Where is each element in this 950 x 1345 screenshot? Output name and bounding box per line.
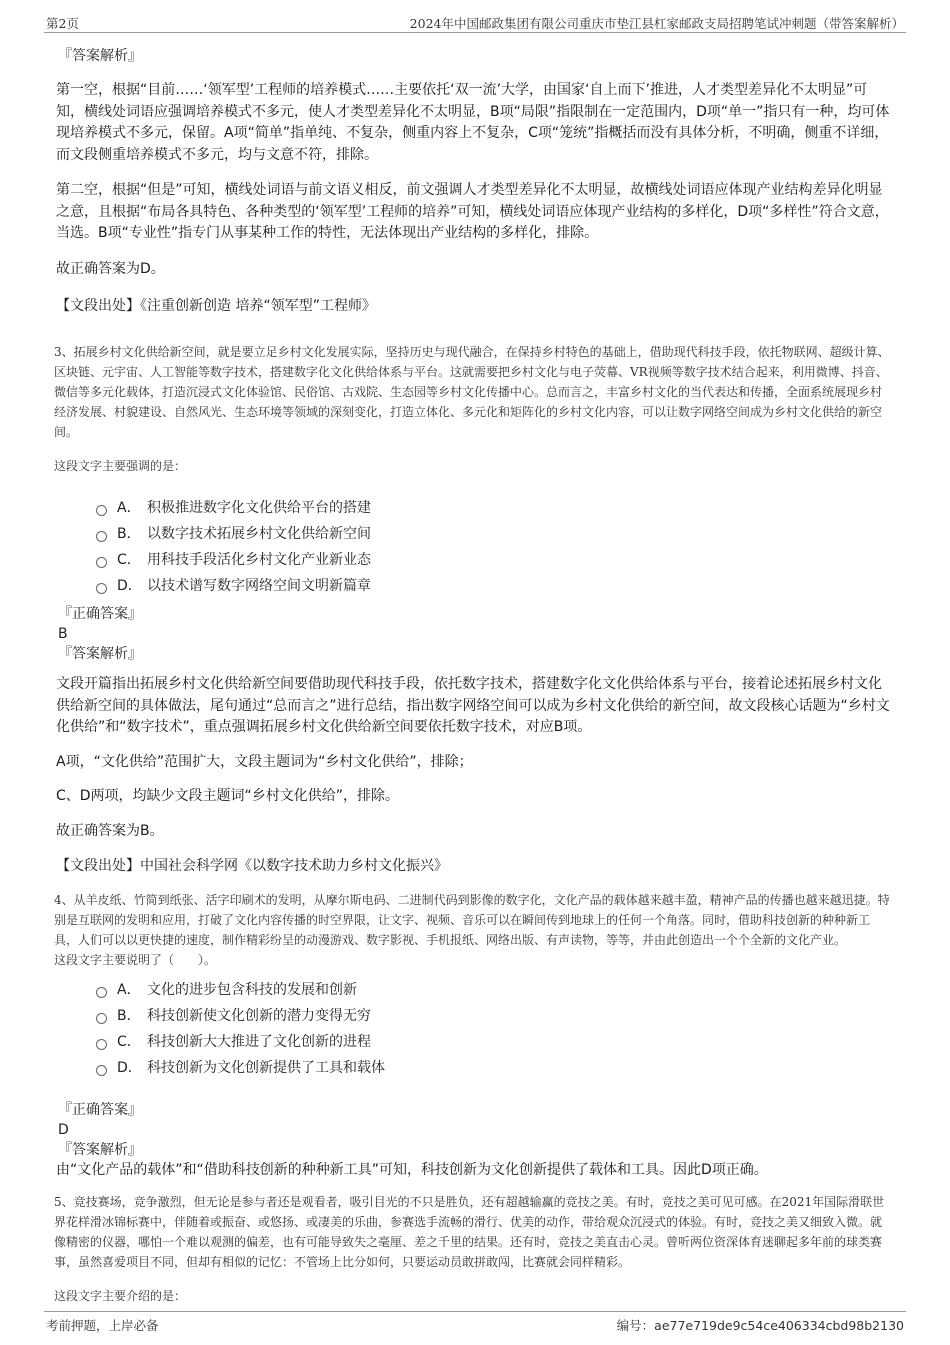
radio-icon[interactable] [96, 531, 107, 542]
option-letter: A． [117, 500, 141, 516]
option-letter: D． [117, 578, 142, 594]
option-text: 科技创新大大推进了文化创新的进程 [147, 1034, 371, 1050]
question-prompt: 这段文字主要强调的是： [54, 459, 187, 473]
option-text: 以技术谱写数字网络空间文明新篇章 [147, 578, 371, 594]
correct-answer: B [58, 626, 68, 642]
radio-icon[interactable] [96, 987, 107, 998]
option-letter: C． [117, 552, 141, 568]
correct-answer: D [58, 1122, 69, 1138]
radio-icon[interactable] [96, 1065, 107, 1076]
analysis-paragraph: C、D两项，均缺少文段主题词“乡村文化供给”，排除。 [56, 788, 400, 804]
options-list [96, 494, 892, 598]
option-text: 文化的进步包含科技的发展和创新 [147, 982, 357, 998]
document-title: 2024年中国邮政集团有限公司重庆市垫江县杠家邮政支局招聘笔试冲刺题（带答案解析） [409, 16, 904, 31]
page-content [56, 44, 892, 1306]
analysis-paragraph: 第一空，根据“目前……‘领军型’工程师的培养模式……主要依托‘双一流’大学，由国家‘自上而下’推进，人才类型差异化不太明显”可知，横线处词语应强调培养模式不多元，使人才类型差异化不太明显，B项“局限”指限制在一定范围内，D项“单一”指只有一种，均可体现培养模式不多元，保留。A项“简单”指单纯、不复杂，侧重内容上不复杂，C项“笼统”指概括而没有具体分析，不明确，侧重不详细，而文段侧重培养模式不多元，均与文意不符，排除。 [56, 82, 890, 163]
question-4 [54, 890, 892, 970]
analysis-label: 『答案解析』 [58, 1142, 142, 1158]
option-letter: C． [117, 1034, 141, 1050]
page-footer [44, 1311, 906, 1336]
code-label: 编号： [616, 1318, 655, 1333]
analysis-label: 『答案解析』 [58, 48, 142, 64]
question-5 [54, 1192, 892, 1306]
option-letter: D． [117, 1060, 142, 1076]
analysis-paragraph: 第二空，根据“但是”可知，横线处词语与前文语义相反，前文强调人才类型差异化不太明显，故横线处词语应体现产业结构差异化明显之意，且根据“布局各具特色、各种类型的‘领军型’工程师的培养”可知，横线处词语应体现产业结构的多样化，D项“多样性”符合文意，当选。B项“专业性”指专门从事某种工作的特性，无法体现出产业结构的多样化，排除。 [56, 182, 889, 241]
radio-icon[interactable] [96, 1013, 107, 1024]
question-prompt: 这段文字主要说明了（ ）。 [54, 953, 217, 967]
option-text: 科技创新使文化创新的潜力变得无穷 [147, 1008, 371, 1024]
analysis-label: 『答案解析』 [58, 646, 142, 662]
question-stem: 3、拓展乡村文化供给新空间，就是要立足乡村文化发展实际，坚持历史与现代融合，在保持乡村特色的基础上，借助现代科技手段，依托物联网、超级计算、区块链、元宇宙、人工智能等数字技术，搭建数字化文化供给体系与平台。这就需要把乡村文化与电子荧幕、VR视频等数字技术结合起来，利用微博、抖音、微信等多元化载体，打造沉浸式文化体验馆、民俗馆、古戏院、生态园等乡村文化传播中心。总而言之，丰富乡村文化的当代表达和传播，全面系统展现乡村经济发展、村貌建设、自然风光、生态环境等领域的深刻变化，打造立体化、多元化和矩阵化的乡村文化内容，可以让数字网络空间成为乡村文化供给的新空间。 [54, 345, 890, 439]
option-d[interactable] [96, 572, 892, 598]
analysis-block [56, 80, 892, 316]
radio-icon[interactable] [96, 1039, 107, 1050]
option-b[interactable] [96, 520, 892, 546]
document-code [617, 1316, 904, 1334]
radio-icon[interactable] [96, 505, 107, 516]
footer-slogan: 考前押题，上岸必备 [46, 1318, 159, 1333]
option-text: 用科技手段活化乡村文化产业新业态 [147, 552, 371, 568]
option-text: 科技创新为文化创新提供了工具和载体 [147, 1060, 385, 1076]
correct-answer-label: 『正确答案』 [58, 1102, 142, 1118]
analysis-paragraph: 文段开篇指出拓展乡村文化供给新空间要借助现代科技手段，依托数字技术，搭建数字化文化供给体系与平台，接着论述拓展乡村文化供给新空间的具体做法，尾句通过“总而言之”进行总结，指出数字网络空间可以成为乡村文化供给的新空间，故文段核心话题为“乡村文化供给”和“数字技术”，重点强调拓展乡村文化供给新空间要依托数字技术，对应B项。 [56, 676, 890, 735]
correct-answer-label: 『正确答案』 [58, 606, 142, 622]
answer-statement: 故正确答案为D。 [56, 260, 165, 277]
option-text: 积极推进数字化文化供给平台的搭建 [147, 500, 371, 516]
source-citation: 【文段出处】中国社会科学网《以数字技术助力乡村文化振兴》 [56, 858, 448, 874]
page-header [44, 12, 906, 33]
option-d[interactable] [96, 1054, 892, 1080]
question-stem: 5、竞技赛场，竞争激烈，但无论是参与者还是观看者，吸引目光的不只是胜负，还有超越输赢的竞技之美。有时，竞技之美可见可感。在2021年国际滑联世界花样滑冰锦标赛中，伴随着或振奋、或悠扬、或凄美的乐曲，参赛选手流畅的滑行、优美的动作，带给观众沉浸式的体验。有时，竞技之美又细致入微。就像精密的仪器，哪怕一个难以观测的偏差，也有可能导致失之毫厘、差之千里的结果。还有时，竞技之美直击心灵。曾听两位资深体育迷聊起多年前的球类赛事，虽然喜爱项目不同，但却有相似的记忆：不管场上比分如何，只要运动员敢拼敢闯，比赛就会同样精彩。 [54, 1194, 885, 1269]
page-number: 第2页 [46, 16, 79, 31]
analysis-block [56, 1160, 892, 1182]
option-letter: A． [117, 982, 141, 998]
option-b[interactable] [96, 1002, 892, 1028]
options-list [96, 976, 892, 1080]
radio-icon[interactable] [96, 583, 107, 594]
analysis-paragraph: A项，“文化供给”范围扩大，文段主题词为“乡村文化供给”，排除； [56, 753, 473, 770]
option-c[interactable] [96, 1028, 892, 1054]
option-a[interactable] [96, 494, 892, 520]
source-citation: 【文段出处】《注重创新创造 培养“领军型”工程师》 [56, 298, 376, 314]
option-letter: B． [117, 526, 141, 542]
question-stem: 4、从羊皮纸、竹简到纸张、活字印刷术的发明，从摩尔斯电码、二进制代码到影像的数字化，文化产品的载体越来越丰盈，精神产品的传播也越来越迅捷。特别是互联网的发明和应用，打破了文化内容传播的时空界限，让文字、视频、音乐可以在瞬间传到地球上的任何一个角落。同时，借助科技创新的种种新工具，人们可以以更快捷的速度，制作精彩纷呈的动漫游戏、数字影视、手机报纸、网络出版、有声读物，等等，并由此创造出一个个全新的文化产业。 [54, 893, 890, 947]
question-3 [54, 342, 892, 476]
analysis-block [56, 674, 892, 876]
analysis-paragraph: 由“文化产品的载体”和“借助科技创新的种种新工具”可知，科技创新为文化创新提供了载体和工具。因此D项正确。 [56, 1162, 768, 1178]
code-value: ae77e719de9c54ce406334cbd98b2130 [654, 1318, 904, 1333]
option-a[interactable] [96, 976, 892, 1002]
option-c[interactable] [96, 546, 892, 572]
option-text: 以数字技术拓展乡村文化供给新空间 [147, 526, 371, 542]
option-letter: B． [117, 1008, 141, 1024]
question-prompt: 这段文字主要介绍的是： [54, 1288, 187, 1303]
answer-statement: 故正确答案为B。 [56, 822, 164, 839]
radio-icon[interactable] [96, 557, 107, 568]
